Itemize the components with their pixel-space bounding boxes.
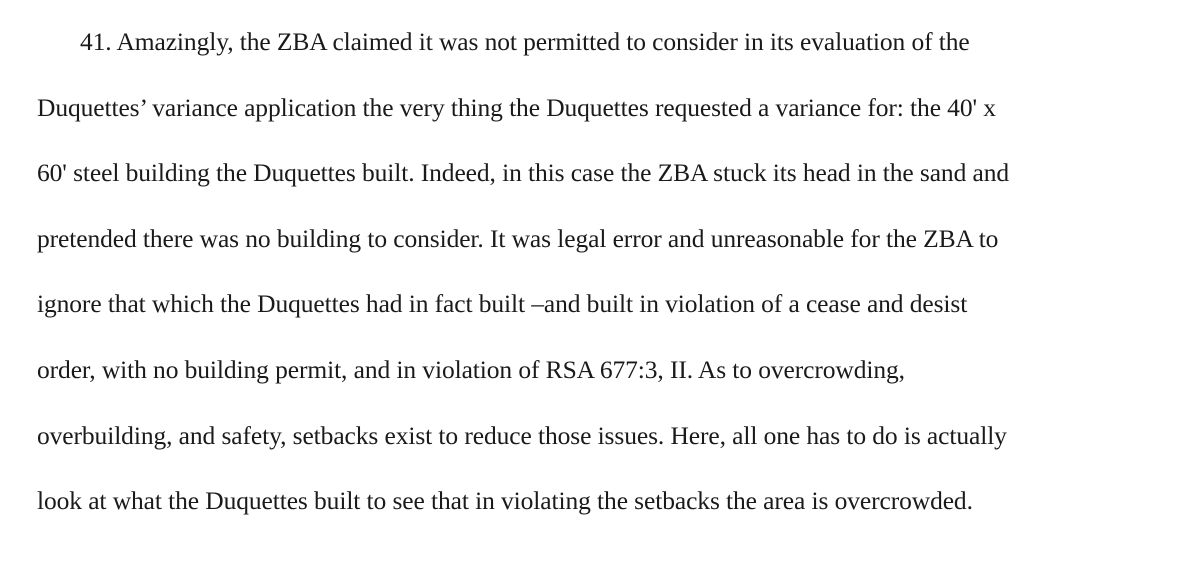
paragraph-line: ignore that which the Duquettes had in fact built –and built in violation of a cease and desist xyxy=(37,289,968,318)
paragraph-line: Duquettes’ variance application the very thing the Duquettes requested a variance for: the 40' x xyxy=(37,93,996,122)
paragraph-line: pretended there was no building to consider. It was legal error and unreasonable for the ZBA to xyxy=(37,224,999,253)
paragraph-line: 60' steel building the Duquettes built. Indeed, in this case the ZBA stuck its head in the sand and xyxy=(37,158,1010,187)
paragraph-line: 41. Amazingly, the ZBA claimed it was not permitted to consider in its evaluation of the xyxy=(80,27,970,56)
paragraph-line: look at what the Duquettes built to see that in violating the setbacks the area is overcrowded. xyxy=(37,486,973,515)
paragraph-line: order, with no building permit, and in violation of RSA 677:3, II. As to overcrowding, xyxy=(37,355,905,384)
paragraph-line: overbuilding, and safety, setbacks exist to reduce those issues. Here, all one has to do is actually xyxy=(37,421,1007,450)
